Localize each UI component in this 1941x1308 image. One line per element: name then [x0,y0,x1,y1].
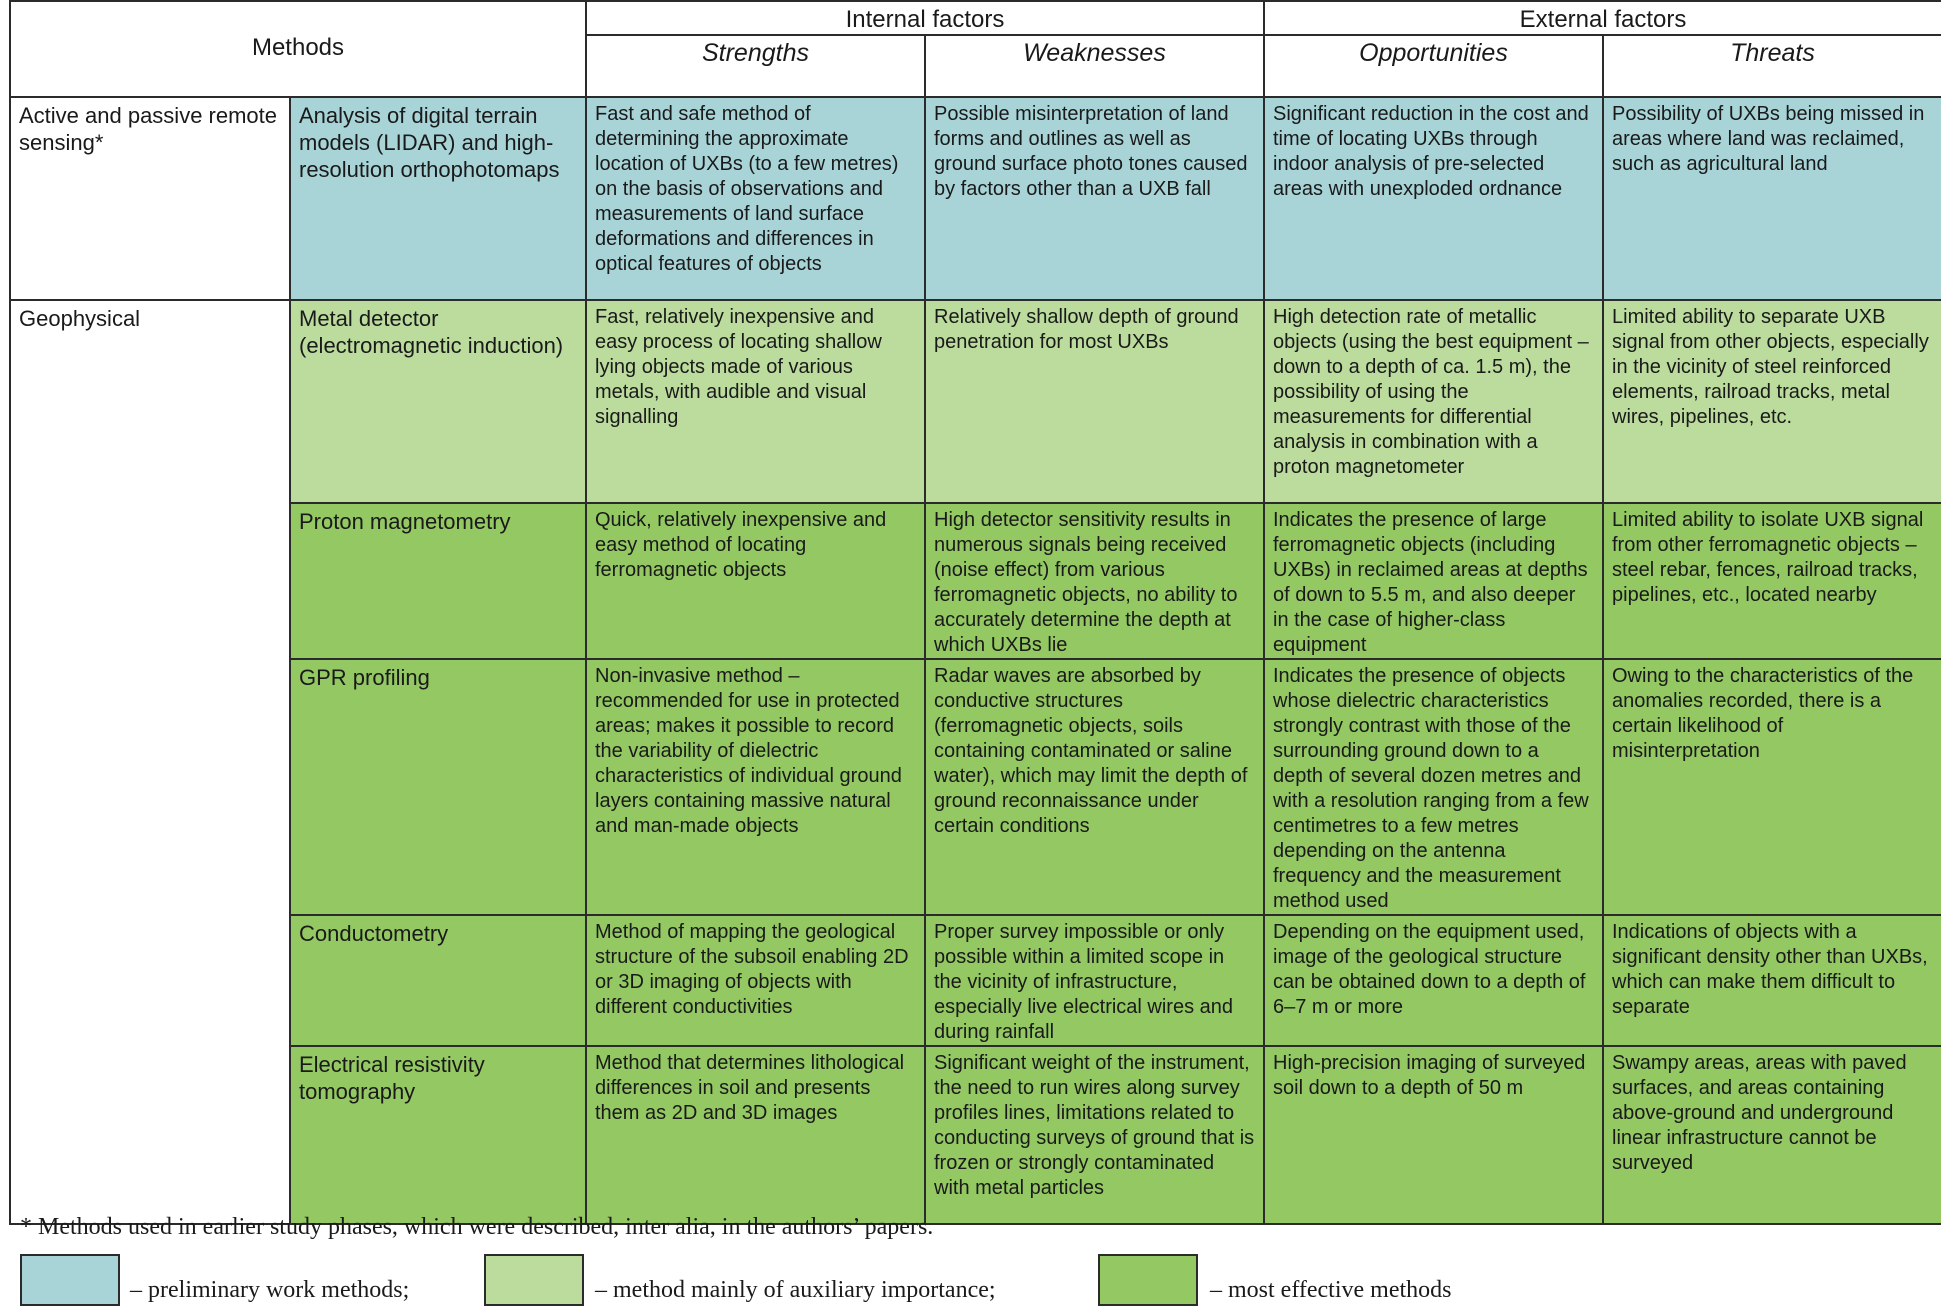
method-cell: Metal detector (electromagnetic induction) [290,300,586,503]
threats-cell: Swampy areas, areas with paved surfaces, and areas containing above-ground and underground linear infrastructure cannot be surveyed [1603,1046,1941,1224]
weaknesses-cell: Radar waves are absorbed by conductive structures (ferromagnetic objects, soils containing contaminated or saline water), which may limit the depth of ground reconnaissance under certain conditions [925,659,1264,915]
table-row [10,300,1941,503]
threats-cell: Limited ability to isolate UXB signal from other ferromagnetic objects – steel rebar, fences, railroad tracks, pipelines, etc., located nearby [1603,503,1941,659]
legend-swatch-auxiliary [484,1254,584,1306]
method-cell: Electrical resistivity tomography [290,1046,586,1224]
legend-swatch-preliminary [20,1254,120,1306]
table-row [10,1046,1941,1224]
group-remote-sensing: Active and passive remote sensing* [10,97,290,300]
threats-cell: Limited ability to separate UXB signal from other objects, especially in the vicinity of steel reinforced elements, railroad tracks, metal wires, pipelines, etc. [1603,300,1941,503]
opportunities-cell: High-precision imaging of surveyed soil down to a depth of 50 m [1264,1046,1603,1224]
header-row-top [10,1,1941,35]
strengths-cell: Fast, relatively inexpensive and easy process of locating shallow lying objects made of various metals, with audible and visual signalling [586,300,925,503]
method-cell: Analysis of digital terrain models (LIDAR) and high-resolution orthophotomaps [290,97,586,300]
external-factors-header: External factors [1264,1,1941,35]
weaknesses-cell: High detector sensitivity results in numerous signals being received (noise effect) from various ferromagnetic objects, no ability to accurately determine the depth at which UXBs lie [925,503,1264,659]
threats-cell: Possibility of UXBs being missed in areas where land was reclaimed, such as agricultural land [1603,97,1941,300]
strengths-cell: Quick, relatively inexpensive and easy method of locating ferromagnetic objects [586,503,925,659]
internal-factors-header: Internal factors [586,1,1264,35]
opportunities-header: Opportunities [1264,35,1603,97]
legend-swatch-effective [1098,1254,1198,1306]
footnote: * Methods used in earlier study phases, which were described, inter alia, in the authors’ papers. [20,1214,934,1240]
legend-label-auxiliary: – method mainly of auxiliary importance; [595,1277,996,1303]
opportunities-cell: Significant reduction in the cost and time of locating UXBs through indoor analysis of pre-selected areas with unexploded ordnance [1264,97,1603,300]
weaknesses-header: Weaknesses [925,35,1264,97]
strengths-cell: Method of mapping the geological structure of the subsoil enabling 2D or 3D imaging of objects with different conductivities [586,915,925,1046]
threats-cell: Indications of objects with a significant density other than UXBs, which can make them difficult to separate [1603,915,1941,1046]
method-cell: GPR profiling [290,659,586,915]
table-row [10,915,1941,1046]
table-row [10,503,1941,659]
threats-header: Threats [1603,35,1941,97]
group-geophysical: Geophysical [10,300,290,1224]
opportunities-cell: Indicates the presence of objects whose dielectric characteristics strongly contrast with those of the surrounding ground down to a depth of several dozen metres and with a resolution ranging from a few centimetres to a few metres depending on the antenna frequency and the measurement method used [1264,659,1603,915]
table-row [10,659,1941,915]
opportunities-cell: High detection rate of metallic objects (using the best equipment – down to a depth of ca. 1.5 m), the possibility of using the measurements for differential analysis in combination with a proton magnetometer [1264,300,1603,503]
method-cell: Conductometry [290,915,586,1046]
legend-label-effective: – most effective methods [1210,1277,1452,1303]
strengths-cell: Non-invasive method – recommended for use in protected areas; makes it possible to record the variability of dielectric characteristics of individual ground layers containing massive natural and man-made objects [586,659,925,915]
threats-cell: Owing to the characteristics of the anomalies recorded, there is a certain likelihood of misinterpretation [1603,659,1941,915]
weaknesses-cell: Significant weight of the instrument, the need to run wires along survey profiles lines, limitations related to conducting surveys of ground that is frozen or strongly contaminated with metal particles [925,1046,1264,1224]
method-cell: Proton magnetometry [290,503,586,659]
table-row [10,97,1941,300]
weaknesses-cell: Proper survey impossible or only possible within a limited scope in the vicinity of infrastructure, especially live electrical wires and during rainfall [925,915,1264,1046]
strengths-cell: Fast and safe method of determining the approximate location of UXBs (to a few metres) on the basis of observations and measurements of land surface deformations and differences in optical features of objects [586,97,925,300]
opportunities-cell: Depending on the equipment used, image of the geological structure can be obtained down to a depth of 6–7 m or more [1264,915,1603,1046]
strengths-header: Strengths [586,35,925,97]
opportunities-cell: Indicates the presence of large ferromagnetic objects (including UXBs) in reclaimed areas at depths of down to 5.5 m, and also deeper in the case of higher-class equipment [1264,503,1603,659]
methods-header: Methods [10,1,586,97]
legend-label-preliminary: – preliminary work methods; [130,1277,410,1303]
swot-table [9,0,1941,1225]
weaknesses-cell: Relatively shallow depth of ground penetration for most UXBs [925,300,1264,503]
weaknesses-cell: Possible misinterpretation of land forms and outlines as well as ground surface photo tones caused by factors other than a UXB fall [925,97,1264,300]
strengths-cell: Method that determines lithological differences in soil and presents them as 2D and 3D images [586,1046,925,1224]
